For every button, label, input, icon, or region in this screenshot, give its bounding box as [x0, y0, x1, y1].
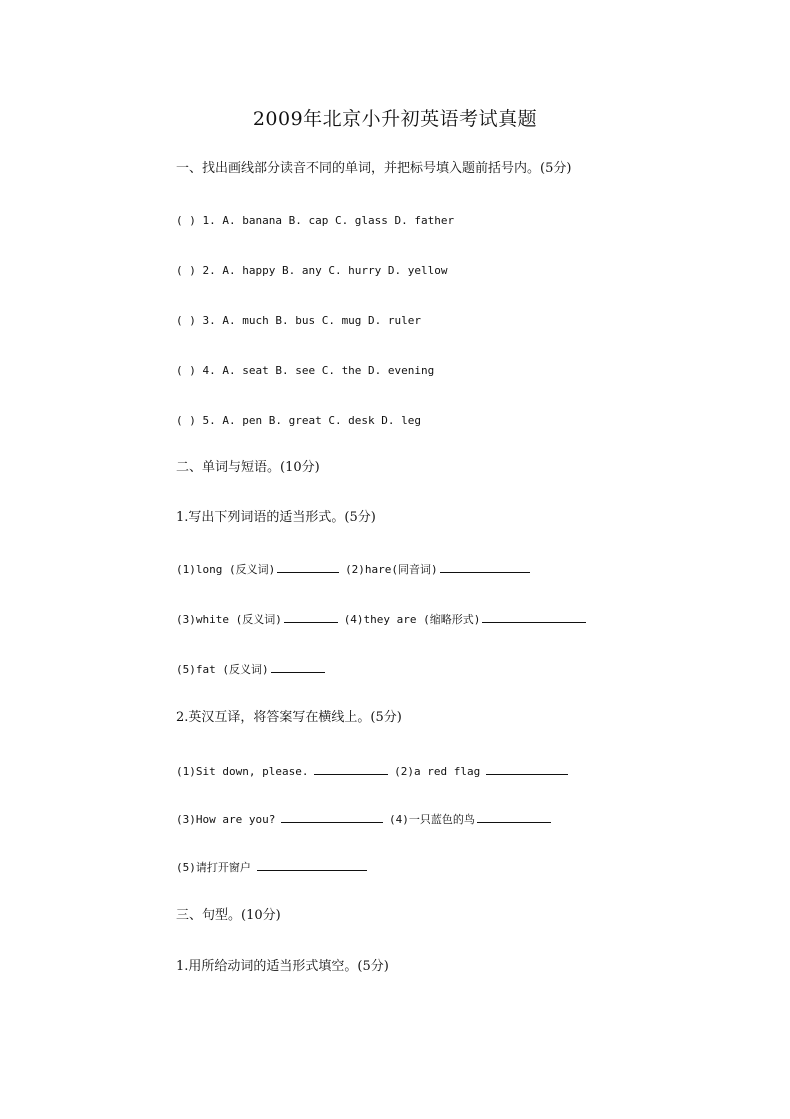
- part3-sub1-heading: 1.用所给动词的适当形式填空。(5分): [176, 959, 389, 974]
- part1-heading: 一、找出画线部分读音不同的单词，并把标号填入题前括号内。(5分): [176, 161, 572, 176]
- part2-heading: 二、单词与短语。(10分): [176, 460, 320, 475]
- part1-question-4: ( ) 4. A. seat B. see C. the D. evening: [176, 364, 435, 377]
- answer-blank[interactable]: [477, 810, 551, 823]
- part2-sub2-q2: (2)a red flag: [394, 765, 481, 778]
- part3-heading: 三、句型。(10分): [176, 908, 281, 923]
- part2-sub1-q5: (5)fat (反义词): [176, 663, 269, 676]
- part2-sub2-row-2: [176, 810, 553, 828]
- part1-question-5: ( ) 5. A. pen B. great C. desk D. leg: [176, 414, 422, 427]
- part2-sub1-row-2: [176, 610, 588, 628]
- answer-blank[interactable]: [482, 610, 586, 623]
- part1-question-3: ( ) 3. A. much B. bus C. mug D. ruler: [176, 314, 422, 327]
- answer-blank[interactable]: [440, 560, 530, 573]
- answer-blank[interactable]: [277, 560, 339, 573]
- exam-title: 2009年北京小升初英语考试真题: [252, 108, 538, 130]
- part2-sub1-q3: (3)white (反义词): [176, 613, 282, 626]
- answer-blank[interactable]: [486, 762, 568, 775]
- part2-sub2-heading: 2.英汉互译，将答案写在横线上。(5分): [176, 710, 402, 725]
- part2-sub1-row-1: [176, 560, 532, 578]
- part2-sub1-q1: (1)long (反义词): [176, 563, 276, 576]
- answer-blank[interactable]: [284, 610, 338, 623]
- part2-sub1-row-3: [176, 660, 327, 678]
- part2-sub2-q1: (1)Sit down, please.: [176, 765, 309, 778]
- answer-blank[interactable]: [281, 810, 383, 823]
- part2-sub2-q4: (4)一只蓝色的鸟: [389, 813, 475, 826]
- part2-sub1-q4: (4)they are (缩略形式): [343, 613, 481, 626]
- part2-sub2-row-3: [176, 858, 369, 876]
- part2-sub2-row-1: [176, 762, 570, 780]
- answer-blank[interactable]: [257, 858, 367, 871]
- part2-sub1-heading: 1.写出下列词语的适当形式。(5分): [176, 510, 376, 525]
- part1-question-1: ( ) 1. A. banana B. cap C. glass D. father: [176, 214, 455, 227]
- part2-sub2-q3: (3)How are you?: [176, 813, 276, 826]
- answer-blank[interactable]: [314, 762, 388, 775]
- part2-sub1-q2: (2)hare(同音词): [345, 563, 438, 576]
- part2-sub2-q5: (5)请打开窗户: [176, 861, 251, 874]
- part1-question-2: ( ) 2. A. happy B. any C. hurry D. yellow: [176, 264, 448, 277]
- answer-blank[interactable]: [271, 660, 325, 673]
